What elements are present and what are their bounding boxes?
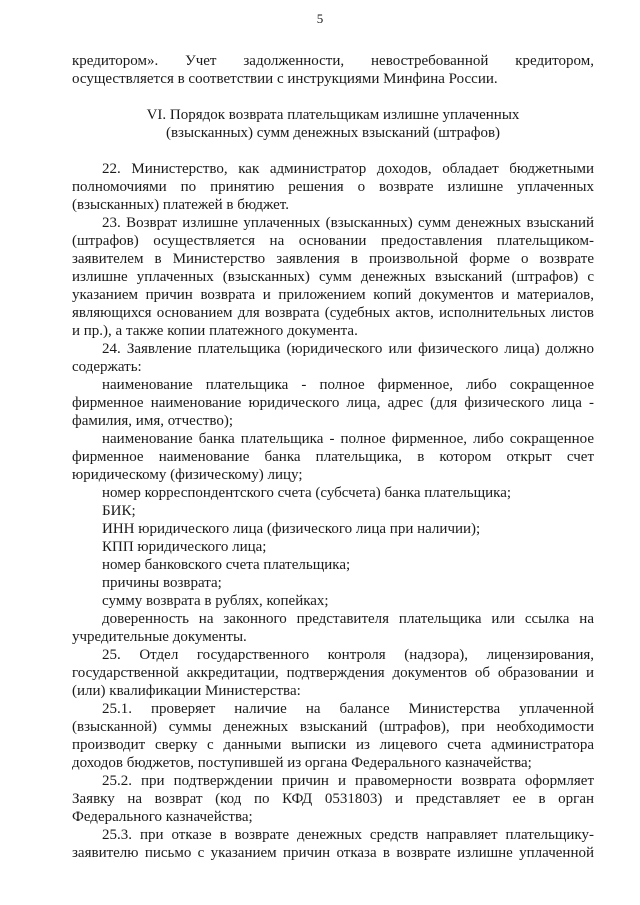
text-line: причины возврата; [102,575,222,591]
text-line: доверенность на законного представителя плательщика или ссылка на [102,611,594,627]
section-heading-line: VI. Порядок возврата плательщикам излишне уплаченных [146,107,520,123]
text-line: юридическому (физическому) лицу; [72,467,303,483]
text-line: производит сверку с данными выписки из лицевого счета администратора [72,737,594,753]
text-line: учредительные документы. [72,629,247,645]
text-line: фирменное наименование банка плательщика, в котором открыт счет [72,449,594,465]
text-line: (или) квалификации Министерства: [72,683,301,699]
text-line: 24. Заявление плательщика (юридического или физического лица) должно [102,341,594,357]
text-line: (штрафов) осуществляется на основании предоставления плательщиком- [72,233,594,249]
text-line: наименование плательщика - полное фирменное, либо сокращенное [102,377,594,393]
text-line: 25.2. при подтверждении причин и правомерности возврата оформляет [102,773,594,789]
text-line: (взысканных) платежей в бюджет. [72,197,289,213]
text-line: государственной аккредитации, подтверждения документов об образовании и [72,665,594,681]
paragraph-gap [72,142,594,160]
text-line: БИК; [102,503,136,519]
text-line: фамилия, имя, отчество); [72,413,234,429]
text-line: (взысканной) суммы денежных взысканий (штрафов), при необходимости [72,719,594,735]
text-line: излишне уплаченных (взысканных) сумм денежных взысканий (штрафов) с [72,269,594,285]
text-line: наименование банка плательщика - полное фирменное, либо сокращенное [102,431,594,447]
text-line: указанием причин возврата и приложением копий документов и материалов, [72,287,594,303]
text-line: Заявку на возврат (код по КФД 0531803) и представляет ее в орган [72,791,594,807]
text-line: полномочиями по принятию решения о возврате излишне уплаченных [72,179,594,195]
text-line: номер банковского счета плательщика; [102,557,351,573]
text-line: и пр.), а также копии платежного документа. [72,323,358,339]
document-body [72,52,594,862]
text-line: кредитором». Учет задолженности, невостребованной кредитором, [72,53,594,69]
text-line: доходов бюджетов, поступившей из органа Федерального казначейства; [72,755,532,771]
page-number: 5 [316,11,324,26]
text-line: заявителю письмо с указанием причин отказа в возврате излишне уплаченной [72,845,594,861]
text-line: Федерального казначейства; [72,809,253,825]
text-line: осуществляется в соответствии с инструкциями Минфина России. [72,71,498,87]
text-line: 25. Отдел государственного контроля (надзора), лицензирования, [102,647,594,663]
text-line: являющихся основанием для возврата (судебных актов, исполнительных листов [72,305,594,321]
text-line: 25.3. при отказе в возврате денежных средств направляет плательщику- [102,827,594,843]
text-line: КПП юридического лица; [102,539,267,555]
text-line: 25.1. проверяет наличие на балансе Министерства уплаченной [102,701,594,717]
text-line: 22. Министерство, как администратор доходов, обладает бюджетными [102,161,594,177]
text-line: 23. Возврат излишне уплаченных (взысканных) сумм денежных взысканий [102,215,594,231]
paragraph-gap [72,88,594,106]
text-line: ИНН юридического лица (физического лица при наличии); [102,521,481,537]
section-heading-line: (взысканных) сумм денежных взысканий (штрафов) [165,125,501,141]
text-line: заявителем в Министерство заявления в произвольной форме о возврате [72,251,594,267]
text-line: фирменное наименование юридического лица, адрес (для физического лица - [72,395,594,411]
text-line: номер корреспондентского счета (субсчета) банка плательщика; [102,485,512,501]
text-line: сумму возврата в рублях, копейках; [102,593,329,609]
text-line: содержать: [72,359,142,375]
